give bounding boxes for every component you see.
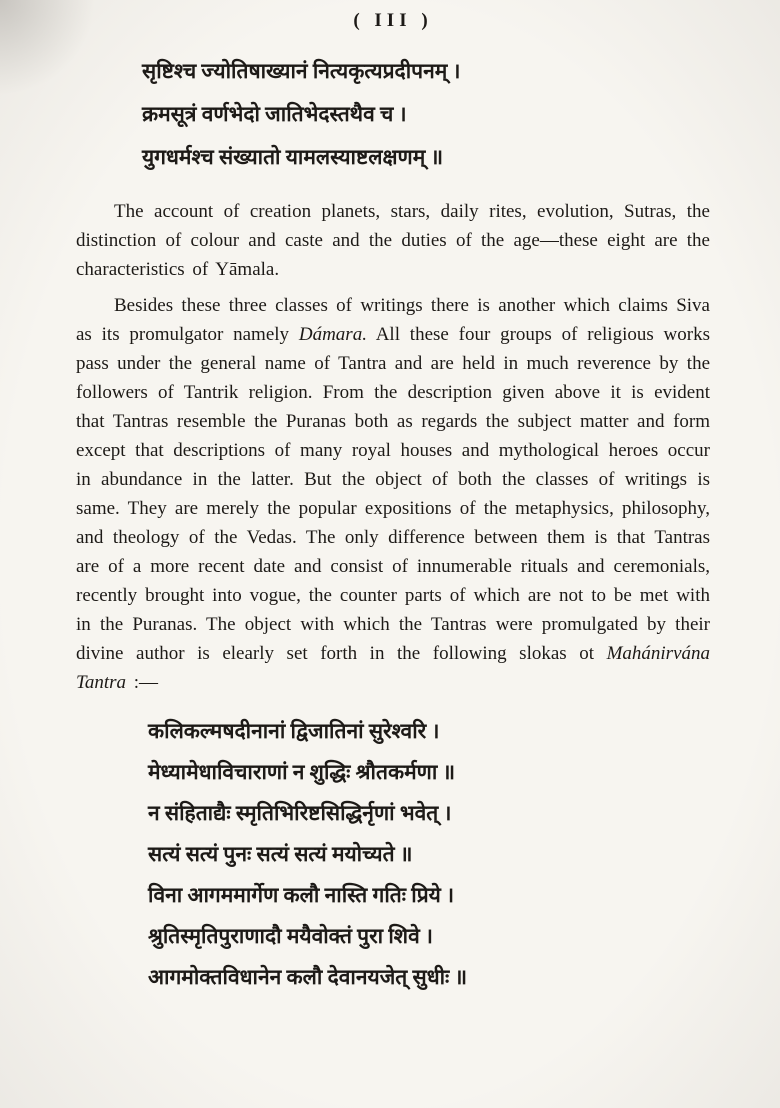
damara-italic: Dámara.: [298, 324, 367, 345]
paragraph-yamala-characteristics: The account of creation planets, stars, daily rites, evolution, Sutras, the distinction of colour and caste and the duties of the age—these eight are the characteristics of Yāmala.: [76, 201, 710, 280]
sanskrit-verse-bottom: [148, 711, 710, 998]
verse-line: विना आगममार्गेण कलौ नास्ति गतिः प्रिये ।: [148, 883, 455, 907]
paragraph-text: All these four groups of religious works pass under the general name of Tantra and are held in much reverence by the followers of Tantrik religion. From the description given above it is evident that Tantras resemble the Puranas both as regards the subject matter and form except that descriptions of many royal houses and mythological heroes occur in abundance in the latter. But the object of both the classes of writings is same. They are merely the popular expositions of the metaphysics, philosophy, and theology of the Vedas. The only difference between them is that Tantras are of a more recent date and consist of innumerable rituals and ceremonials, recently brought into vogue, the counter parts of which are not to be met with in the Puranas. The object with which the Tantras were promulgated by their divine author is elearly set forth in the following slokas ot: [76, 324, 710, 664]
mahanirvana-tantra-italic: Mahánirvána Tantra: [76, 643, 710, 693]
verse-line: क्रमसूत्रं वर्णभेदो जातिभेदस्तथैव च ।: [142, 102, 407, 126]
page-number: ( III ): [353, 10, 433, 31]
verse-line: सृष्टिश्च ज्योतिषाख्यानं नित्यकृत्यप्रदीपनम् ।: [142, 59, 461, 83]
verse-line: न संहिताद्यैः स्मृतिभिरिष्टसिद्धिर्नृणां भवेत् ।: [148, 801, 452, 825]
paragraph-text: Besides these three classes of writings there is another which claims Siva as its promulgator namely: [76, 295, 710, 345]
verse-line: आगमोक्तविधानेन कलौ देवानयजेत् सुधीः ॥: [148, 965, 468, 989]
verse-line: सत्यं सत्यं पुनः सत्यं सत्यं मयोच्यते ॥: [148, 842, 413, 866]
verse-line: मेध्यामेधाविचाराणां न शुद्धिः श्रौतकर्मणा ॥: [148, 760, 456, 784]
sanskrit-verse-top: [142, 50, 710, 179]
verse-line: कलिकल्मषदीनानां द्विजातिनां सुरेश्वरि ।: [148, 719, 440, 743]
verse-line: युगधर्मश्च संख्यातो यामलस्याष्टलक्षणम् ॥: [142, 145, 444, 169]
paragraph-tantra-description: [76, 291, 710, 697]
paragraph-text: :—: [126, 672, 159, 693]
verse-line: श्रुतिस्मृतिपुराणादौ मयैवोक्तं पुरा शिवे ।: [148, 924, 433, 948]
